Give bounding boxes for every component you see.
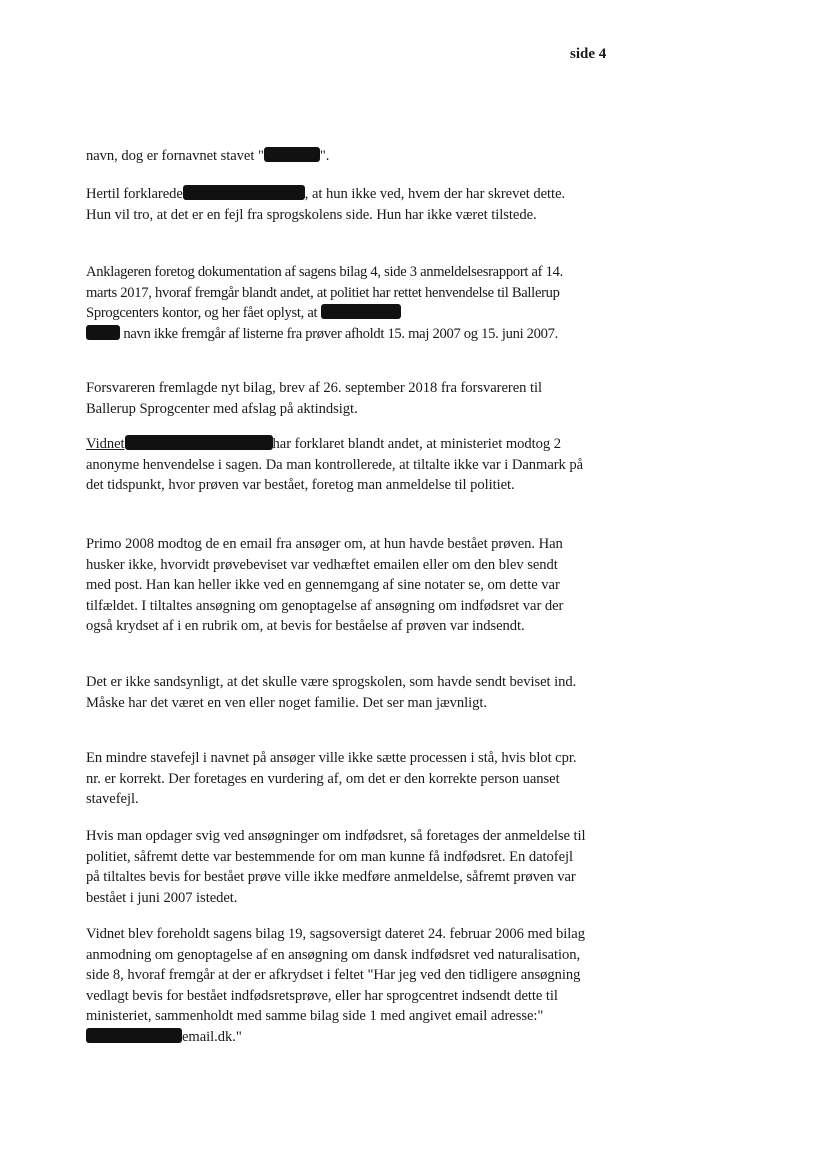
redaction-block [321, 304, 401, 319]
paragraph-7: Det er ikke sandsynligt, at det skulle være sprogskolen, som havde sendt beviset ind. Måske har det været en ven eller noget familie. Det ser man jævnligt. [86, 674, 577, 711]
p10-text-b: email.dk." [182, 1028, 242, 1045]
paragraph-9: Hvis man opdager svig ved ansøgninger om indfødsret, så foretages der anmeldelse til politiet, såfremt dette var bestemmende for om man kunne få indfødsret. En datofejl på tiltaltes bevis for bestået prøve ville ikke medføre anmeldelse, såfremt prøven var bestået i juni 2007 istedet. [86, 828, 586, 906]
paragraph-6: Primo 2008 modtog de en email fra ansøger om, at hun havde bestået prøven. Han husker ikke, hvorvidt prøvebeviset var vedhæftet emailen eller om den blev sendt med post. Han kan heller ikke ved en gennemgang af sine notater se, om dette var tilfældet. I tiltaltes ansøgning om genoptagelse af ansøgning om indfødsret var der også krydset af i en rubrik om, at bevis for beståelse af prøven var indsendt. [86, 536, 564, 634]
p1-text-a: navn, dog er fornavnet stavet " [86, 148, 264, 164]
paragraph-8: En mindre stavefejl i navnet på ansøger ville ikke sætte processen i stå, hvis blot cpr. nr. er korrekt. Der foretages en vurdering af, om det er den korrekte person uanset stavefejl. [86, 750, 577, 807]
redaction-block [86, 1028, 182, 1043]
paragraph-10 [86, 924, 586, 1047]
p5-text-a: har forklaret blandt andet, at ministeriet modtog 2 anonyme henvendelse i sagen. Da man kontrollerede, at tiltalte ikke var i Danmark på det tidspunkt, hvor prøven var bestået, foretog man anmeldelse til politiet. [86, 436, 584, 493]
p2-text-a: Hertil forklarede [86, 186, 183, 202]
p3-text-a: Anklageren foretog dokumentation af sagens bilag 4, side 3 anmeldelsesrapport af 14. marts 2017, hvoraf fremgår blandt andet, at politiet har rettet henvendelse til Ballerup Sprogcenters kontor, og her fået oplyst, at [86, 264, 563, 321]
page-number: side 4 [570, 46, 607, 62]
redaction-block [264, 147, 320, 162]
paragraph-1 [86, 146, 586, 167]
p10-text-a: Vidnet blev foreholdt sagens bilag 19, sagsoversigt dateret 24. februar 2006 med bilag anmodning om genoptagelse af en ansøgning om dansk indfødsret ved naturalisation, side 8, hvoraf fremgår at der er afkrydset i feltet "Har jeg ved den tidligere ansøgning vedlagt bevis for bestået indfødsretsprøve, eller har sprogcentret indsendt dette til ministeriet, sammenholdt med samme bilag side 1 med angivet email adresse:" [86, 926, 585, 1024]
paragraph-5 [86, 434, 586, 496]
p2-text-b: , at hun ikke ved, hvem der har skrevet dette. Hun vil tro, at det er en fejl fra sprogskolens side. Hun har ikke været tilstede. [86, 186, 566, 223]
redaction-block [125, 435, 273, 450]
redaction-block [86, 325, 120, 340]
p3-text-b: navn ikke fremgår af listerne fra prøver afholdt 15. maj 2007 og 15. juni 2007. [123, 325, 559, 342]
p1-text-b: ". [319, 148, 330, 164]
paragraph-2 [86, 184, 586, 225]
redaction-block [183, 185, 305, 200]
paragraph-3 [86, 262, 586, 344]
witness-label: Vidnet [86, 436, 125, 452]
paragraph-4: Forsvareren fremlagde nyt bilag, brev af 26. september 2018 fra forsvareren til Ballerup Sprogcenter med afslag på aktindsigt. [86, 380, 542, 417]
